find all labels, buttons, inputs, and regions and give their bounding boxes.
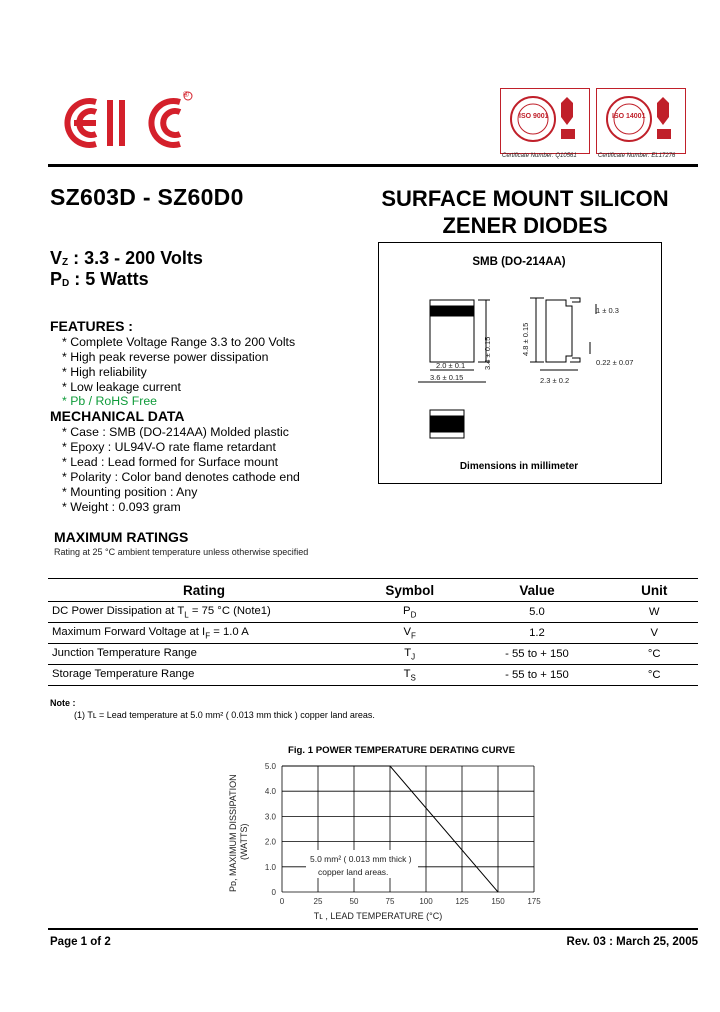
mechanical-item: * Case : SMB (DO-214AA) Molded plastic: [62, 425, 289, 439]
max-ratings-title: MAXIMUM RATINGS: [54, 529, 189, 545]
y-tick-label: 1.0: [264, 862, 276, 872]
pd-subscript: D: [62, 278, 70, 289]
package-dimension-note: Dimensions in millimeter: [459, 461, 579, 472]
title-line-2: ZENER DIODES: [442, 213, 608, 238]
chart-annotation: 5.0 mm² ( 0.013 mm thick ): [310, 854, 412, 864]
unit-cell: W: [648, 606, 660, 618]
vz-symbol: V: [50, 248, 63, 268]
value-cell: - 55 to + 150: [505, 669, 569, 681]
symbol-cell: $T_J$: [404, 646, 416, 662]
x-tick-label: 125: [455, 897, 469, 906]
value-cell: 5.0: [529, 606, 545, 618]
rating-cell: Maximum Forward Voltage at $I_F = 1.0$ A: [52, 625, 249, 641]
features-heading: FEATURES :: [50, 318, 133, 334]
cert-number-2: Certificate Number: EL17276: [598, 153, 676, 159]
iso9001-badge: [500, 88, 590, 154]
dim-label: 2.0 ± 0.1: [436, 361, 466, 370]
dim-label: 2.3 ± 0.2: [540, 376, 570, 385]
col-unit: Unit: [641, 582, 668, 598]
feature-item: * High reliability: [62, 365, 147, 379]
x-tick-label: 75: [385, 897, 395, 906]
unit-cell: V: [650, 627, 659, 639]
x-axis-label: Tʟ , LEAD TEMPERATURE (°C): [313, 911, 443, 921]
mechanical-item: * Weight : 0.093 gram: [62, 500, 181, 514]
title-line-1: SURFACE MOUNT SILICON: [381, 186, 669, 211]
feature-item: * Complete Voltage Range 3.3 to 200 Volts: [62, 335, 296, 349]
dim-label: 4.8 ± 0.15: [521, 322, 530, 356]
rating-cell: Storage Temperature Range: [52, 667, 195, 680]
x-tick-label: 150: [491, 897, 505, 906]
table-row: [48, 644, 698, 665]
iso9001-label: ISO 9001: [519, 113, 549, 120]
x-tick-label: 100: [419, 897, 433, 906]
y-axis-label-units: (WATTS): [239, 823, 249, 860]
eic-logo: [60, 88, 200, 158]
dim-label: 0.22 ± 0.07: [596, 358, 634, 367]
package-drawing: [378, 270, 660, 460]
vz-spec: [50, 248, 203, 269]
mechanical-heading: MECHANICAL DATA: [50, 408, 185, 424]
x-tick-label: 50: [349, 897, 359, 906]
y-tick-label: 4.0: [264, 787, 276, 797]
dim-label: 3.6 ± 0.15: [430, 373, 464, 382]
revision-date: Rev. 03 : March 25, 2005: [566, 936, 698, 948]
cert-number-1: Certificate Number: Q10561: [502, 153, 577, 159]
col-symbol: Symbol: [385, 582, 435, 598]
symbol-cell: $V_F$: [403, 625, 416, 641]
pd-value: : 5 Watts: [74, 269, 149, 289]
y-tick-label: 5.0: [264, 762, 276, 771]
mechanical-item: * Epoxy : UL94V-O rate flame retardant: [62, 440, 276, 454]
symbol-cell: $P_D$: [403, 604, 417, 620]
y-tick-label: 0: [271, 888, 276, 897]
unit-cell: °C: [647, 648, 661, 660]
dim-label: 1 ± 0.3: [596, 306, 619, 315]
mechanical-item: * Mounting position : Any: [62, 485, 198, 499]
x-tick-label: 25: [313, 897, 323, 906]
iso14001-label: ISO 14001: [612, 113, 646, 120]
footer-rule: [48, 928, 698, 930]
header-rule: [48, 164, 698, 167]
symbol-cell: $T_S$: [403, 667, 416, 683]
feature-item-rohs: * Pb / RoHS Free: [62, 394, 157, 408]
value-cell: 1.2: [529, 627, 545, 639]
vz-subscript: Z: [62, 257, 69, 268]
table-row: [48, 623, 698, 644]
feature-item: * High peak reverse power dissipation: [62, 350, 269, 364]
ratings-table: [48, 578, 698, 686]
feature-item: * Low leakage current: [62, 380, 181, 394]
x-tick-label: 0: [279, 897, 285, 906]
cathode-band: [430, 306, 474, 316]
registered-mark: ®: [183, 90, 189, 99]
mechanical-item: * Lead : Lead formed for Surface mount: [62, 455, 279, 469]
chart-title: Fig. 1 POWER TEMPERATURE DERATING CURVE: [288, 745, 516, 756]
unit-cell: °C: [647, 669, 661, 681]
dim-label: 3.4 ± 0.15: [483, 336, 492, 370]
y-tick-label: 2.0: [264, 837, 276, 847]
part-number: SZ603D - SZ60D0: [50, 184, 244, 210]
col-value: Value: [519, 582, 555, 598]
rating-cell: DC Power Dissipation at $T_L = 75$ °C (Note1): [52, 604, 271, 620]
pd-symbol: P: [50, 269, 63, 289]
package-body-side-view: [546, 300, 572, 362]
page-number: Page 1 of 2: [50, 936, 111, 948]
rating-cell: Junction Temperature Range: [52, 646, 197, 659]
value-cell: - 55 to + 150: [505, 648, 569, 660]
y-axis-label: Pᴅ, MAXIMUM DISSIPATION: [228, 774, 238, 892]
mechanical-item: * Polarity : Color band denotes cathode end: [62, 470, 300, 484]
pd-spec: [50, 269, 149, 290]
table-header-row: [48, 579, 698, 602]
chart-annotation: copper land areas.: [318, 867, 389, 877]
table-row: [48, 665, 698, 686]
table-row: [48, 602, 698, 623]
vz-value: : 3.3 - 200 Volts: [73, 248, 203, 268]
iso14001-badge: [596, 88, 686, 154]
note-heading: Note :: [50, 698, 76, 708]
max-ratings-subtitle: Rating at 25 °C ambient temperature unless otherwise specified: [54, 547, 309, 557]
derating-chart: [220, 756, 560, 928]
y-tick-label: 3.0: [264, 812, 276, 822]
x-tick-label: 175: [527, 897, 541, 906]
col-rating: Rating: [182, 582, 225, 598]
note-text: (1) Tʟ = Lead temperature at 5.0 mm² ( 0.013 mm thick ) copper land areas.: [74, 710, 375, 720]
package-title: SMB (DO-214AA): [472, 256, 566, 268]
